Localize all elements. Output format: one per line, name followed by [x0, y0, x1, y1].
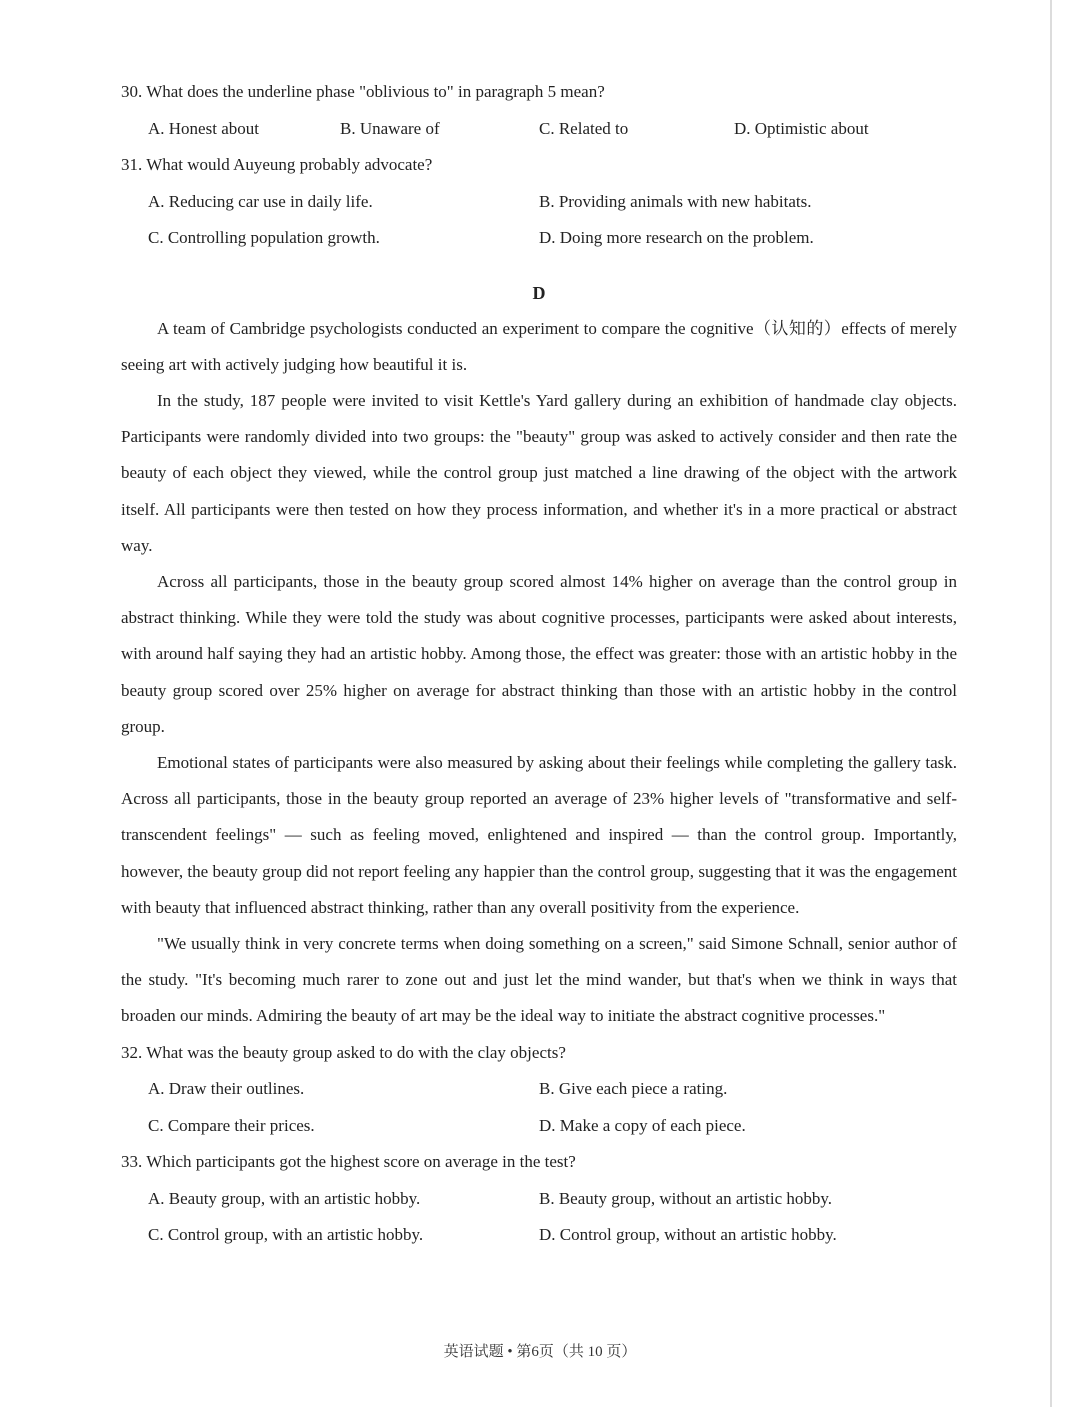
passage-paragraph-3: Across all participants, those in the beauty group scored almost 14% higher on average than the control group in abstract thinking. While they were told the study was about cognitive processes, participants were asked about interests, with around half saying they had an artistic hobby. Among those, the effect was greater: those with an artistic hobby in the beauty group scored over 25% higher on average for abstract thinking than those with an artistic hobby in the control group. [121, 571, 957, 736]
question-32-option-d: D. Make a copy of each piece. [539, 1115, 746, 1135]
question-31-stem: 31. What would Auyeung probably advocate? [121, 155, 433, 174]
question-32-options-row-2 [121, 1108, 957, 1145]
question-33-option-d: D. Control group, without an artistic hobby. [539, 1225, 837, 1245]
question-33-stem: 33. Which participants got the highest score on average in the test? [121, 1152, 576, 1172]
question-30-option-c: C. Related to [539, 118, 629, 138]
question-30-options [121, 111, 957, 148]
question-32-option-a: A. Draw their outlines. [148, 1079, 305, 1099]
passage-paragraph-4: Emotional states of participants were also measured by asking about their feelings while completing the gallery task. Across all participants, those in the beauty group reported an average of 23% higher levels of "transformative and self-transcendent feelings" — such as feeling moved, enlightened and inspired — than the control group. Importantly, however, the beauty group did not report feeling any happier than the control group, suggesting that it was the engagement with beauty that influenced abstract thinking, rather than any overall positivity from the experience. [121, 752, 957, 917]
question-30-option-d: D. Optimistic about [734, 118, 869, 138]
question-30-stem: 30. What does the underline phase "oblivious to" in paragraph 5 mean? [121, 82, 605, 101]
passage-paragraph-1: A team of Cambridge psychologists conducted an experiment to compare the cognitive（认知的）effects of merely seeing art with actively judging how beautiful it is. [121, 318, 957, 374]
exam-page-content [121, 74, 957, 1254]
page-edge-rule [1050, 0, 1052, 1407]
section-title: D [532, 282, 546, 303]
question-30-option-a: A. Honest about [148, 118, 259, 138]
question-33-options-row-1 [121, 1181, 957, 1218]
question-32-option-c: C. Compare their prices. [148, 1115, 315, 1135]
question-30-option-b: B. Unaware of [340, 118, 440, 138]
passage-paragraph-2: In the study, 187 people were invited to visit Kettle's Yard gallery during an exhibition of handmade clay objects. Participants were randomly divided into two groups: the "beauty" group was asked to actively consider and then rate the beauty of each object they viewed, while the control group just matched a line drawing of the object with the artwork itself. All participants were then tested on how they process information, and whether it's in a more practical or abstract way. [121, 390, 957, 555]
question-33-options-row-2 [121, 1217, 957, 1254]
question-33-option-c: C. Control group, with an artistic hobby. [148, 1225, 424, 1245]
passage-paragraph-5: "We usually think in very concrete terms when doing something on a screen," said Simone Schnall, senior author of the study. "It's becoming much rarer to zone out and just let the mind wander, but that's when we think in ways that broaden our minds. Admiring the beauty of art may be the ideal way to initiate the abstract cognitive processes." [121, 933, 957, 1026]
question-31-option-b: B. Providing animals with new habitats. [539, 191, 812, 211]
question-31-option-d: D. Doing more research on the problem. [539, 228, 814, 247]
question-32-option-b: B. Give each piece a rating. [539, 1079, 728, 1099]
question-31-option-a: A. Reducing car use in daily life. [148, 191, 373, 211]
question-31-option-c: C. Controlling population growth. [148, 228, 380, 247]
question-31-options-row-1 [121, 184, 957, 221]
question-32-options-row-1 [121, 1071, 957, 1108]
question-33-option-b: B. Beauty group, without an artistic hobby. [539, 1188, 833, 1208]
question-32-stem: 32. What was the beauty group asked to do with the clay objects? [121, 1042, 566, 1062]
page-footer: 英语试题 • 第6页（共 10 页） [443, 1344, 637, 1360]
question-31-options-row-2 [121, 220, 957, 257]
question-33-option-a: A. Beauty group, with an artistic hobby. [148, 1188, 421, 1208]
